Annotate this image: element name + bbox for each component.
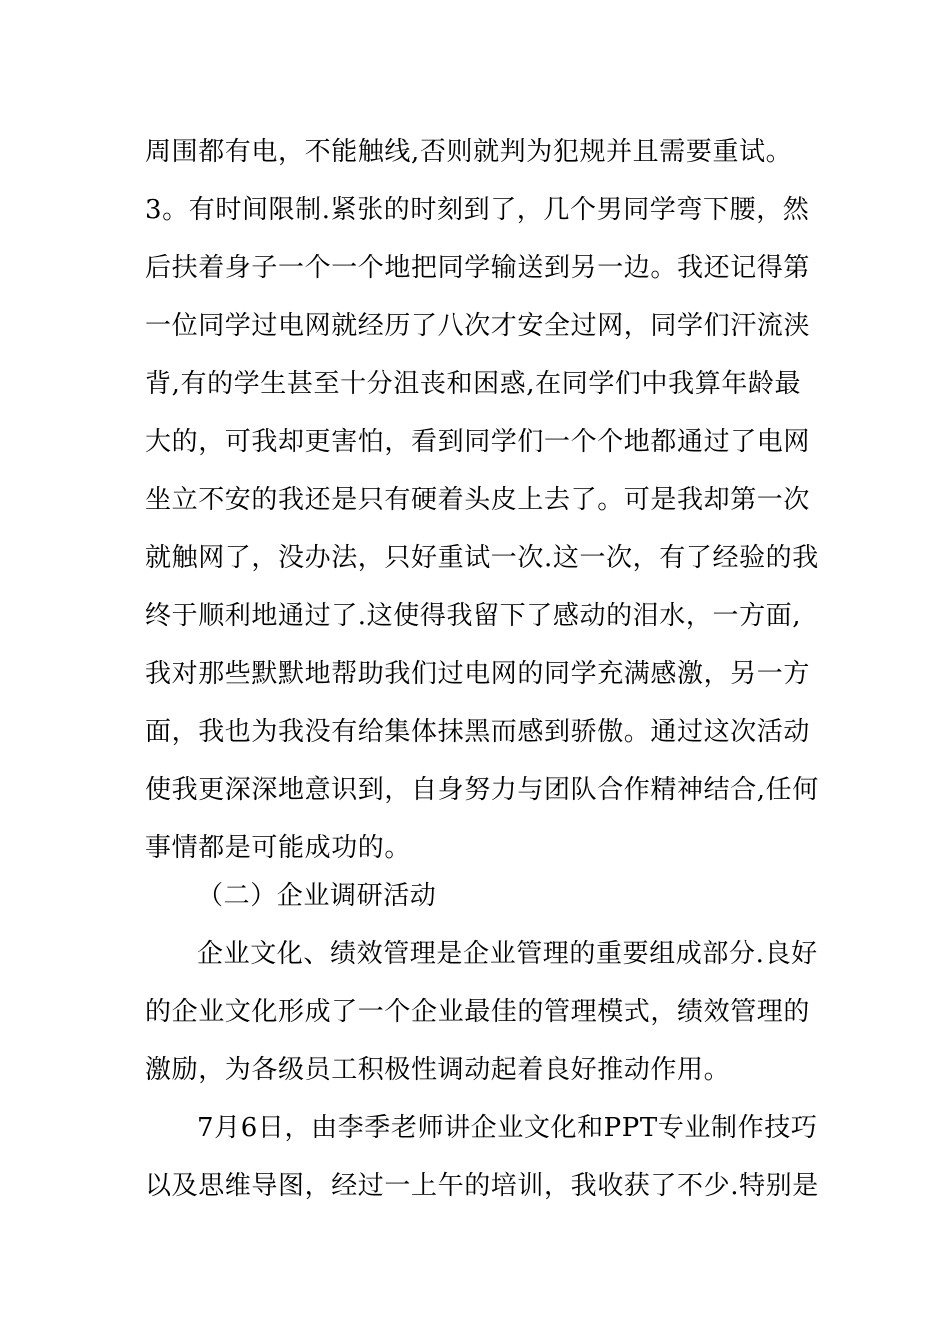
- section-heading: （二）企业调研活动: [197, 881, 437, 911]
- text-line: 面，我也为我没有给集体抹黑而感到骄傲。通过这次活动: [145, 717, 811, 747]
- text-line: 坐立不安的我还是只有硬着头皮上去了。可是我却第一次: [145, 485, 811, 515]
- text-line: 激励，为各级员工积极性调动起着良好推动作用。: [145, 1055, 731, 1085]
- text-line: 3。有时间限制.紧张的时刻到了，几个男同学弯下腰，然: [145, 195, 810, 225]
- text-line: 大的，可我却更害怕，看到同学们一个个地都通过了电网: [145, 427, 811, 457]
- text-line: 背,有的学生甚至十分沮丧和困惑,在同学们中我算年龄最: [145, 369, 802, 399]
- text-line: 使我更深深地意识到，自身努力与团队合作精神结合,任何: [145, 775, 819, 805]
- text-line: 我对那些默默地帮助我们过电网的同学充满感激，另一方: [145, 659, 811, 689]
- text-line: 后扶着身子一个一个地把同学输送到另一边。我还记得第: [145, 253, 811, 283]
- text-line: 以及思维导图，经过一上午的培训，我收获了不少.特别是: [145, 1171, 819, 1201]
- paragraph-first-line: 企业文化、绩效管理是企业管理的重要组成部分.良好: [197, 939, 818, 969]
- text-line: 周围都有电，不能触线,否则就判为犯规并且需要重试。: [145, 137, 793, 167]
- text-line: 事情都是可能成功的。: [145, 833, 412, 863]
- text-line: 就触网了，没办法，只好重试一次.这一次，有了经验的我: [145, 543, 819, 573]
- text-line: 的企业文化形成了一个企业最佳的管理模式，绩效管理的: [145, 997, 811, 1027]
- text-line: 终于顺利地通过了.这使得我留下了感动的泪水，一方面,: [145, 601, 802, 631]
- text-line: 一位同学过电网就经历了八次才安全过网，同学们汗流浃: [145, 311, 811, 341]
- paragraph-first-line: 7月6日，由李季老师讲企业文化和PPT专业制作技巧: [197, 1113, 818, 1143]
